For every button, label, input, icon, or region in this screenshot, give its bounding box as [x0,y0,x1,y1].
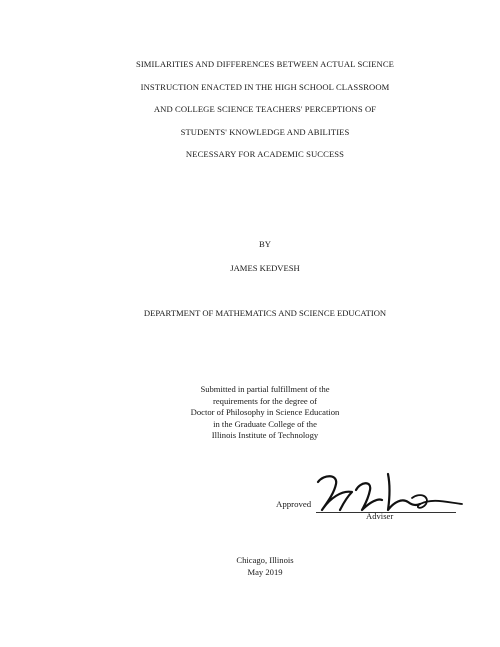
thesis-title [0,57,500,170]
approved-label: Approved [276,499,312,509]
submission-line: Illinois Institute of Technology [211,430,319,441]
submission-statement [0,384,500,442]
adviser-label: Adviser [366,511,394,521]
title-line: INSTRUCTION ENACTED IN THE HIGH SCHOOL CLASSROOM [140,81,390,92]
by-label: BY [259,239,271,249]
date-label: May 2019 [247,566,283,577]
submission-line: in the Graduate College of the [213,418,317,429]
submission-line: Doctor of Philosophy in Science Education [190,407,340,418]
title-line: NECESSARY FOR ACADEMIC SUCCESS [185,149,345,160]
department-name: DEPARTMENT OF MATHEMATICS AND SCIENCE EDUCATION [143,308,387,318]
submission-line: requirements for the degree of [212,395,318,406]
author-name: JAMES KEDVESH [230,263,300,273]
approval-block [276,468,466,528]
place-and-date [0,555,500,578]
city-label: Chicago, Illinois [236,555,294,565]
title-line: SIMILARITIES AND DIFFERENCES BETWEEN ACTUAL SCIENCE [135,59,395,69]
title-line: STUDENTS' KNOWLEDGE AND ABILITIES [180,126,350,137]
title-line: AND COLLEGE SCIENCE TEACHERS' PERCEPTIONS OF [153,104,377,115]
submission-line: Submitted in partial fulfillment of the [200,384,330,394]
